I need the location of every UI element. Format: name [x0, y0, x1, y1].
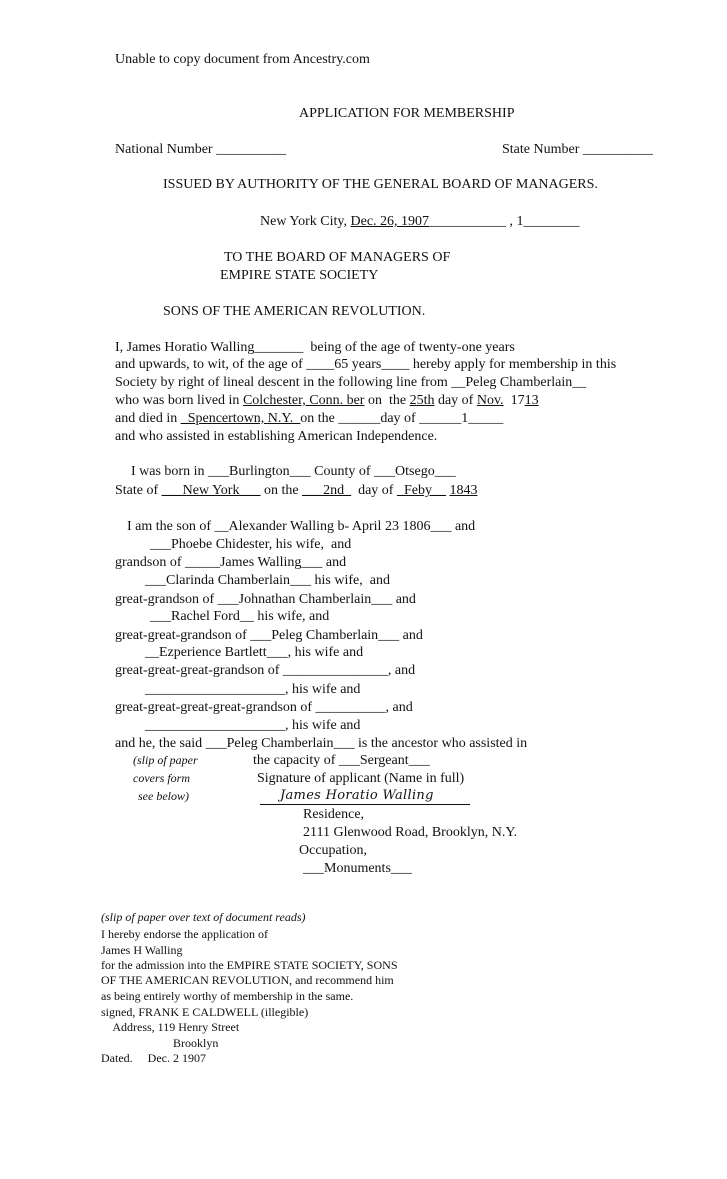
- capacity-line: the capacity of ___Sergeant___: [253, 753, 430, 768]
- slip-line: as being entirely worthy of membership in the same.: [101, 989, 354, 1003]
- slip-line: Address, 119 Henry Street: [101, 1020, 240, 1034]
- birthplace: Colchester, Conn. ber: [242, 393, 365, 408]
- slip-line: James H Walling: [101, 943, 183, 957]
- applicant-birth-year: 1843: [449, 483, 478, 498]
- birth-day: 25th: [409, 393, 435, 408]
- slip-line: I hereby endorse the application of: [101, 927, 268, 941]
- slip-note: (slip of paper: [133, 753, 198, 767]
- date-prefix: New York City,: [260, 214, 351, 229]
- address-line-1: TO THE BOARD OF MANAGERS OF: [224, 250, 451, 265]
- lineage-line: I am the son of __Alexander Walling b- April 23 1806___ and: [127, 519, 476, 534]
- slip-header: (slip of paper over text of document reads): [101, 910, 306, 924]
- slip-line: Brooklyn: [101, 1036, 219, 1050]
- residence-address: 2111 Glenwood Road, Brooklyn, N.Y.: [303, 825, 518, 840]
- signature-label: Signature of applicant (Name in full): [257, 771, 465, 786]
- ancestry-note: Unable to copy document from Ancestry.com: [115, 52, 370, 67]
- slip-note: see below): [138, 789, 189, 803]
- slip-note: covers form: [133, 771, 190, 785]
- slip-line: Dated. Dec. 2 1907: [101, 1051, 206, 1065]
- born-line-2: [115, 482, 477, 499]
- slip-line: for the admission into the EMPIRE STATE SOCIETY, SONS: [101, 958, 398, 972]
- body-line-2: and upwards, to wit, of the age of ____65 years____ hereby apply for membership in this: [115, 357, 617, 372]
- issued-authority: ISSUED BY AUTHORITY OF THE GENERAL BOARD OF MANAGERS.: [163, 177, 598, 192]
- applicant-birth-month: _Feby__: [396, 483, 446, 498]
- death-date-blank: on the ______day of ______1_____: [300, 411, 504, 426]
- ancestor-line: and he, the said ___Peleg Chamberlain___ is the ancestor who assisted in: [115, 736, 528, 751]
- birth-year-prefix: 17: [503, 393, 525, 408]
- state-number: State Number __________: [502, 142, 653, 157]
- body-line-3: Society by right of lineal descent in the following line from __Peleg Chamberlain__: [115, 375, 587, 390]
- body-line-4: [115, 392, 539, 409]
- body-line-6: and who assisted in establishing American Independence.: [115, 429, 438, 444]
- national-number: National Number __________: [115, 142, 287, 157]
- occupation-label: Occupation,: [299, 843, 368, 858]
- signature-line: [260, 787, 470, 805]
- lineage-line: grandson of _____James Walling___ and: [115, 555, 347, 570]
- lineage-line: ____________________, his wife and: [145, 718, 361, 733]
- document-title: APPLICATION FOR MEMBERSHIP: [299, 106, 515, 121]
- lineage-line: great-grandson of ___Johnathan Chamberlain___ and: [115, 592, 416, 607]
- slip-line: OF THE AMERICAN REVOLUTION, and recommend him: [101, 973, 394, 987]
- lineage-line: ___Rachel Ford__ his wife, and: [150, 609, 330, 624]
- body-line-5: [115, 410, 503, 427]
- birth-state: ___New York___: [161, 483, 261, 498]
- died-in-label: and died in: [115, 411, 181, 426]
- born-line-1: I was born in ___Burlington___ County of ___Otsego___: [131, 464, 456, 479]
- lineage-line: ___Clarinda Chamberlain___ his wife, and: [145, 573, 390, 588]
- applicant-birth-day: ___2nd_: [302, 483, 352, 498]
- lineage-line: ____________________, his wife and: [145, 682, 361, 697]
- day-of-label: day of: [434, 393, 477, 408]
- residence-label: Residence,: [303, 807, 365, 822]
- birth-year-suffix: 13: [524, 393, 539, 408]
- occupation-value: ___Monuments___: [303, 861, 412, 876]
- application-date: Dec. 26, 1907: [350, 214, 430, 229]
- body-line-1: I, James Horatio Walling_______ being of the age of twenty-one years: [115, 340, 515, 355]
- slip-line: signed, FRANK E CALDWELL (illegible): [101, 1005, 309, 1019]
- date-line: [260, 213, 580, 230]
- lineage-line: great-great-great-grandson of _______________, and: [115, 663, 416, 678]
- lineage-line: ___Phoebe Chidester, his wife, and: [150, 537, 352, 552]
- on-the-label: on the: [364, 393, 410, 408]
- lineage-line: __Ezperience Bartlett___, his wife and: [145, 645, 364, 660]
- society-name: SONS OF THE AMERICAN REVOLUTION.: [163, 304, 426, 319]
- born-lived-label: who was born lived in: [115, 393, 243, 408]
- lineage-line: great-great-great-great-grandson of __________, and: [115, 700, 413, 715]
- address-line-2: EMPIRE STATE SOCIETY: [220, 268, 379, 283]
- death-place: _Spencertown, N.Y._: [180, 411, 301, 426]
- date-suffix: ___________ , 1________: [429, 214, 580, 229]
- birth-month: Nov.: [476, 393, 504, 408]
- state-of-label: State of: [115, 483, 162, 498]
- day-of-label: day of: [351, 483, 397, 498]
- lineage-line: great-great-grandson of ___Peleg Chamberlain___ and: [115, 628, 423, 643]
- on-the-label: on the: [260, 483, 303, 498]
- applicant-signature: James Horatio Walling: [280, 788, 434, 803]
